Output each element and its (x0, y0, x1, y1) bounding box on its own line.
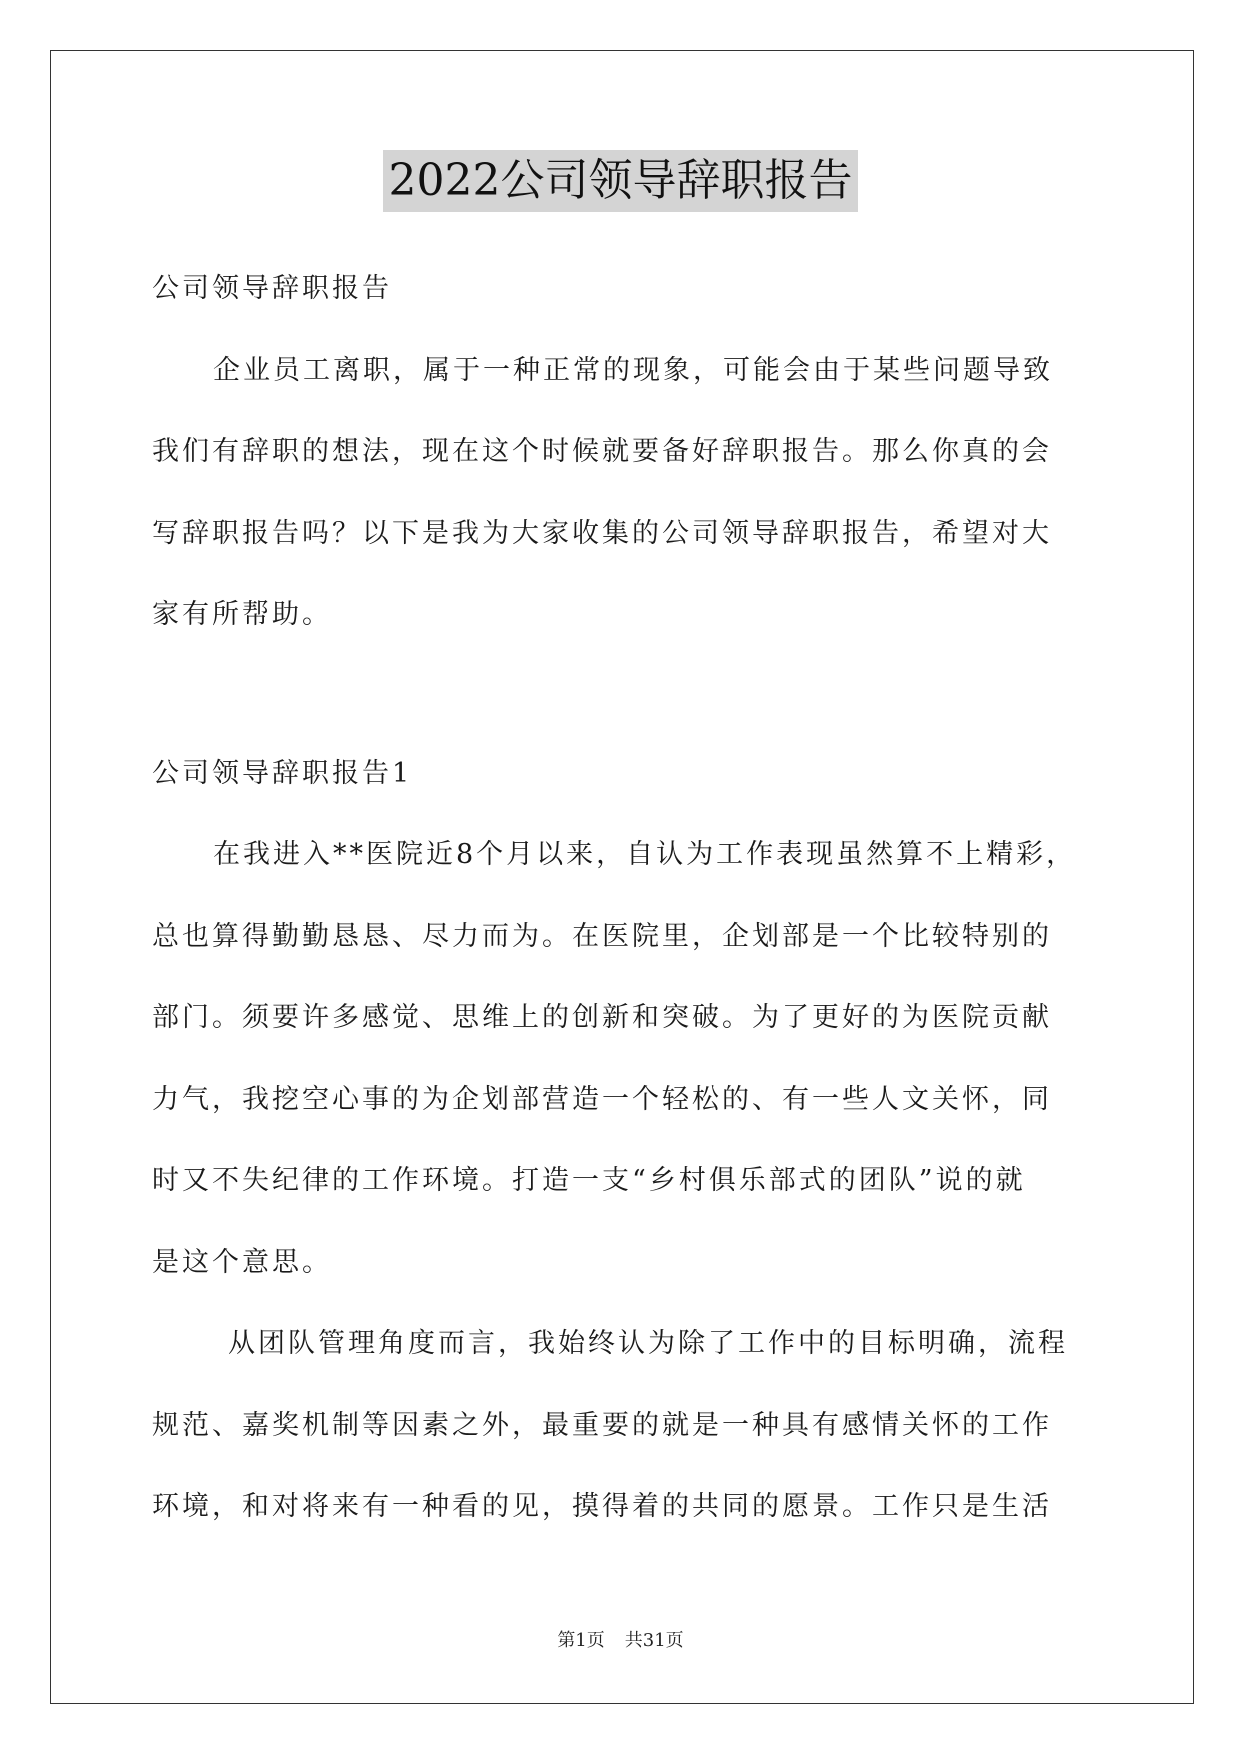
section-heading: 公司领导辞职报告1 (152, 757, 413, 789)
intro-line: 写辞职报告吗？以下是我为大家收集的公司领导辞职报告，希望对大 (152, 517, 1052, 549)
page-number: 第1页 (557, 1630, 605, 1651)
intro-line: 家有所帮助。 (152, 599, 332, 630)
paragraph-line: 从团队管理角度而言，我始终认为除了工作中的目标明确，流程 (228, 1328, 1068, 1359)
subtitle: 公司领导辞职报告 (152, 273, 392, 304)
intro-line: 我们有辞职的想法，现在这个时候就要备好辞职报告。那么你真的会 (152, 436, 1052, 467)
total-pages: 共31页 (624, 1630, 684, 1651)
paragraph-line: 总也算得勤勤恳恳、尽力而为。在医院里，企划部是一个比较特别的 (152, 920, 1052, 952)
intro-line: 企业员工离职，属于一种正常的现象，可能会由于某些问题导致 (213, 354, 1053, 386)
paragraph-line: 部门。须要许多感觉、思维上的创新和突破。为了更好的为医院贡献 (152, 1002, 1052, 1033)
paragraph-line: 是这个意思。 (152, 1246, 332, 1278)
blank-line (152, 663, 1097, 740)
page-footer (0, 1626, 1241, 1652)
document-body (152, 255, 1097, 1555)
paragraph-line: 时又不失纪律的工作环境。打造一支“乡村俱乐部式的团队”说的就 (152, 1165, 1026, 1196)
paragraph-line: 规范、嘉奖机制等因素之外，最重要的就是一种具有感情关怀的工作 (152, 1409, 1052, 1441)
paragraph-line: 在我进入**医院近8个月以来，自认为工作表现虽然算不上精彩， (213, 839, 1077, 870)
paragraph-line: 环境，和对将来有一种看的见，摸得着的共同的愿景。工作只是生活 (152, 1491, 1052, 1522)
title-container (0, 150, 1241, 212)
paragraph-line: 力气，我挖空心事的为企划部营造一个轻松的、有一些人文关怀，同 (152, 1083, 1052, 1115)
document-title: 2022公司领导辞职报告 (383, 150, 859, 212)
